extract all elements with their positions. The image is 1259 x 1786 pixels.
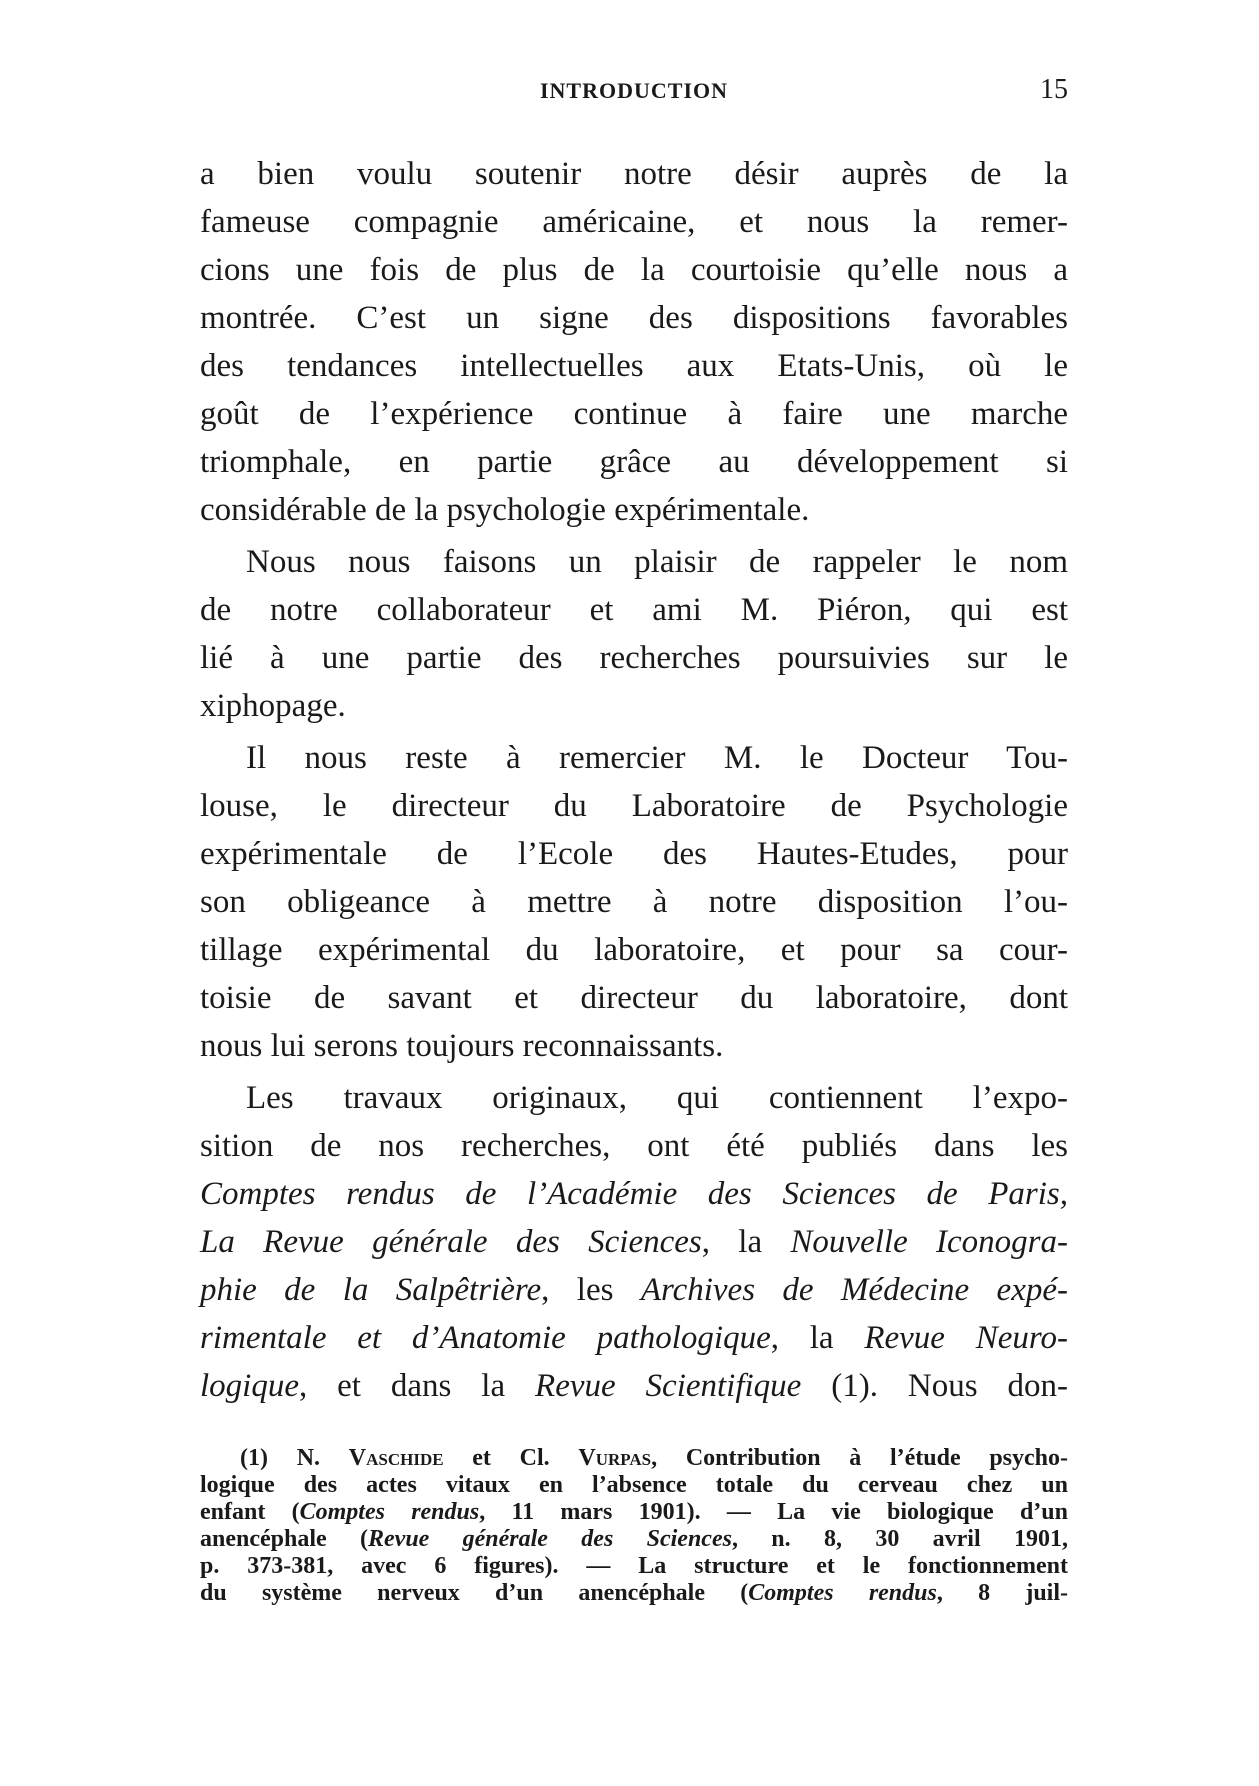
text-line: Nous nous faisons un plaisir de rappeler le nom [246,544,1068,580]
text-line: de notre collaborateur et ami M. Piéron, qui est [200,592,1068,628]
italic-title: Archives de Médecine expé- [640,1272,1068,1308]
text-line: Il nous reste à remercier M. le Docteur Tou- [246,740,1068,776]
footnote-line [200,1445,1068,1472]
text-fragment: , la [701,1224,763,1260]
text-line: triomphale, en partie grâce au développement si [200,444,1068,480]
paragraph [200,150,1068,534]
footnote-line [200,1526,1068,1553]
text-line: fameuse compagnie américaine, et nous la remer- [200,204,1068,240]
text-fragment: , les [541,1272,614,1308]
text-line [200,1314,1068,1362]
text-fragment: , n. 8, 30 avril 1901, [731,1526,1068,1552]
text-line [200,1266,1068,1314]
text-fragment: du système nerveux d’un anencéphale ( [200,1580,749,1606]
text-fragment: , la [770,1320,834,1356]
author-name: Vaschide [348,1445,444,1471]
author-initial: N. [296,1445,321,1471]
footnote-line: logique des actes vitaux en l’absence totale du cerveau chez un [200,1472,1068,1498]
italic-title: Revue Scientifique [535,1368,802,1404]
text-fragment: enfant ( [200,1499,300,1525]
text-line [200,1362,1068,1410]
text-line: toisie de savant et directeur du laboratoire, dont [200,980,1068,1016]
italic-title: Revue générale des Sciences [368,1526,732,1552]
italic-title: Comptes rendus [299,1499,480,1525]
text-fragment: , 8 juil- [936,1580,1068,1606]
text-line: tillage expérimental du laboratoire, et pour sa cour- [200,932,1068,968]
italic-title: phie de la Salpêtrière [200,1272,542,1308]
text-line: sition de nos recherches, ont été publiés dans les [200,1128,1068,1164]
running-title: INTRODUCTION [539,78,729,103]
text-line [200,1218,1068,1266]
italic-title: logique [200,1368,299,1404]
text-line: lié à une partie des recherches poursuivies sur le [200,640,1068,676]
italic-title: rimentale et d’Anatomie pathologique [200,1320,771,1356]
italic-title: Revue Neuro- [864,1320,1068,1356]
text-fragment: anencéphale ( [200,1526,368,1552]
footnote-marker: (1) [240,1445,268,1471]
text-line [200,1170,1068,1218]
text-fragment: , 11 mars 1901). — La vie biologique d’un [479,1499,1068,1525]
text-line: Les travaux originaux, qui contiennent l’expo- [246,1080,1068,1116]
italic-title: Nouvelle Iconogra- [790,1224,1068,1260]
text-line: son obligeance à mettre à notre disposition l’ou- [200,884,1068,920]
text-line: nous lui serons toujours reconnaissants. [200,1028,724,1064]
italic-title: La Revue générale des Sciences [200,1224,702,1260]
text-line: cions une fois de plus de la courtoisie qu’elle nous a [200,252,1068,288]
text-line: des tendances intellectuelles aux Etats-Unis, où le [200,348,1068,384]
italic-title: Comptes rendus de l’Académie des Sciences de Paris, [200,1176,1068,1212]
italic-title: Comptes rendus [748,1580,937,1606]
author-name: Vurpas [578,1445,652,1471]
footnote-line [200,1580,1068,1607]
footnote [200,1445,1068,1607]
text-line: goût de l’expérience continue à faire une marche [200,396,1068,432]
text-fragment: et Cl. [472,1445,550,1471]
text-line: considérable de la psychologie expérimentale. [200,492,810,528]
text-fragment: , Contribution à l’étude psycho- [651,1445,1069,1471]
text-fragment: , et dans la [298,1368,506,1404]
footnote-line: p. 373-381, avec 6 figures). — La structure et le fonctionnement [200,1553,1068,1579]
paragraph [200,734,1068,1070]
text-line: louse, le directeur du Laboratoire de Psychologie [200,788,1068,824]
text-line: a bien voulu soutenir notre désir auprès de la [200,156,1068,192]
text-line: expérimentale de l’Ecole des Hautes-Etudes, pour [200,836,1068,872]
running-head [200,74,1068,112]
body-text [200,150,1068,1410]
text-fragment: (1). Nous don- [831,1368,1068,1404]
paragraph [200,538,1068,730]
page-number: 15 [1040,74,1068,105]
text-line: xiphopage. [200,688,346,724]
paragraph [200,1074,1068,1410]
footnote-line [200,1499,1068,1526]
text-line: montrée. C’est un signe des dispositions favorables [200,300,1068,336]
